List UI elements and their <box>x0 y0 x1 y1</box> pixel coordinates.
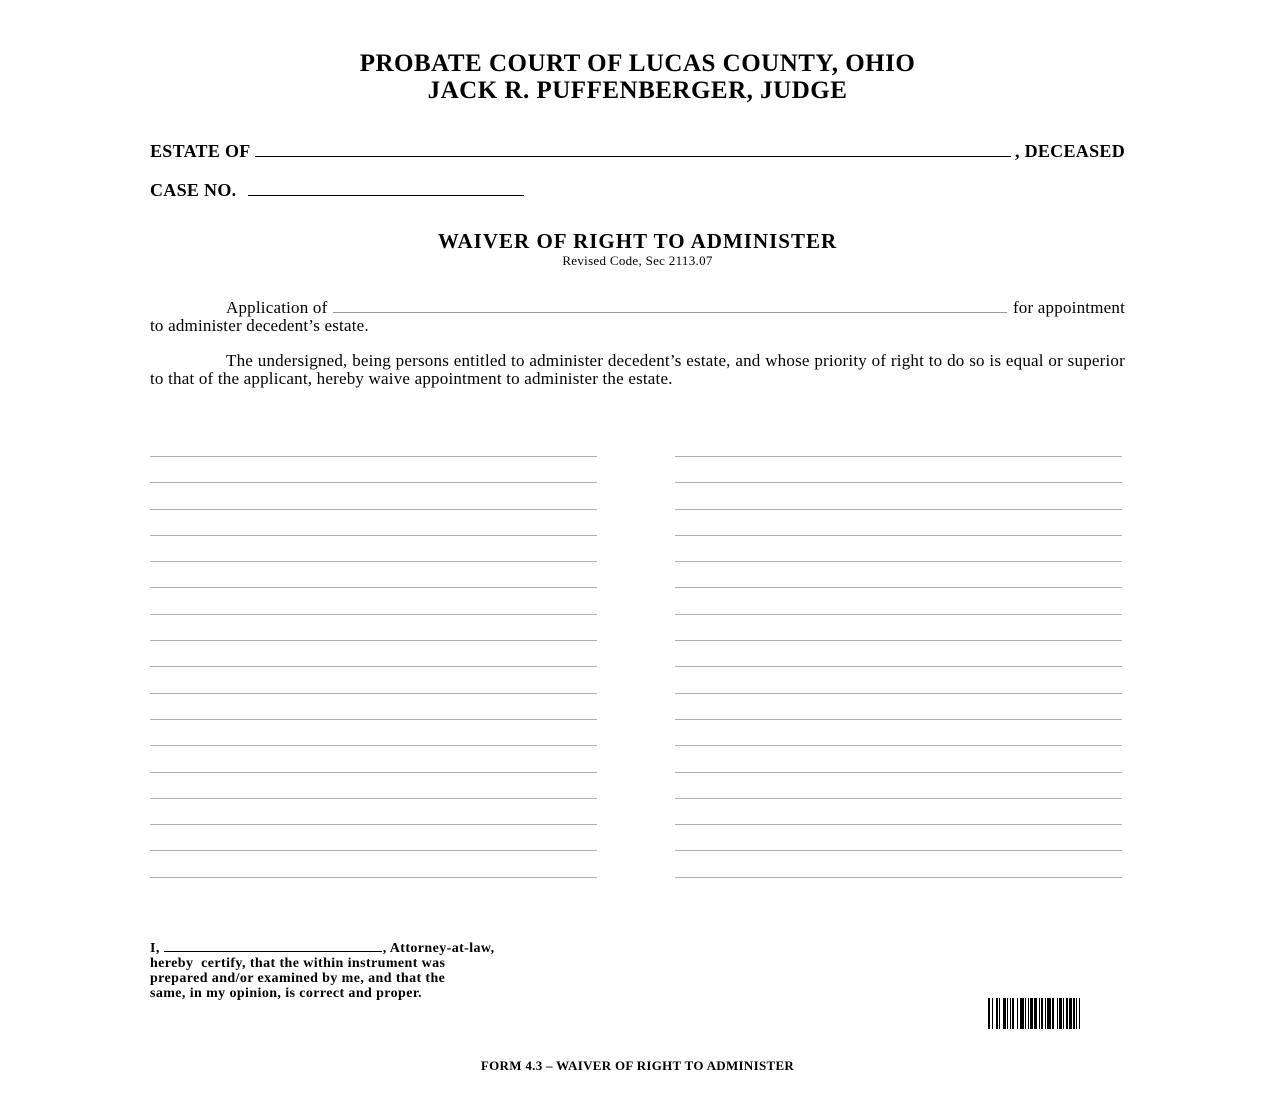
applicant-name-field[interactable] <box>333 299 1006 313</box>
barcode-bar <box>1079 998 1080 1029</box>
judge-name: JACK R. PUFFENBERGER, JUDGE <box>427 77 848 104</box>
form-subtitle: Revised Code, Sec 2113.07 <box>562 253 713 268</box>
barcode-icon <box>988 998 1126 1029</box>
signature-line[interactable] <box>150 658 597 684</box>
attorney-name-field[interactable] <box>164 940 382 952</box>
signature-column-right <box>675 448 1122 895</box>
application-continuation: to administer decedent’s estate. <box>150 316 369 335</box>
signature-line[interactable] <box>150 764 597 790</box>
signature-line[interactable] <box>675 658 1122 684</box>
signature-line[interactable] <box>675 632 1122 658</box>
signature-line[interactable] <box>150 606 597 632</box>
signature-line[interactable] <box>150 632 597 658</box>
signature-line[interactable] <box>675 737 1122 763</box>
form-title: WAIVER OF RIGHT TO ADMINISTER <box>437 229 838 253</box>
signature-line[interactable] <box>150 790 597 816</box>
signature-line[interactable] <box>150 816 597 842</box>
signature-line[interactable] <box>150 579 597 605</box>
signature-line[interactable] <box>150 711 597 737</box>
signature-line[interactable] <box>150 448 597 474</box>
signature-line[interactable] <box>675 501 1122 527</box>
court-name: PROBATE COURT OF LUCAS COUNTY, OHIO <box>359 50 916 77</box>
attorney-cert-line-1 <box>150 940 530 956</box>
estate-caption-row <box>150 140 1125 162</box>
signature-line[interactable] <box>675 448 1122 474</box>
form-footer: FORM 4.3 – WAIVER OF RIGHT TO ADMINISTER <box>480 1058 795 1073</box>
attorney-cert-line-2: hereby certify, that the within instrument was <box>150 956 446 971</box>
signature-line[interactable] <box>150 501 597 527</box>
signature-line[interactable] <box>675 790 1122 816</box>
waiver-paragraph: The undersigned, being persons entitled to administer decedent’s estate, and whose priority of right to do so is equal or superior to that of the applicant, hereby waive appointment to administer the estate. <box>150 351 1125 388</box>
application-line <box>150 299 1125 317</box>
signature-line[interactable] <box>150 842 597 868</box>
signature-line[interactable] <box>675 711 1122 737</box>
signature-line[interactable] <box>675 869 1122 895</box>
signature-line[interactable] <box>675 816 1122 842</box>
signature-line[interactable] <box>675 606 1122 632</box>
application-prefix: Application of <box>226 298 328 317</box>
application-paragraph <box>150 299 1125 335</box>
signature-line[interactable] <box>675 685 1122 711</box>
signature-line[interactable] <box>675 474 1122 500</box>
deceased-label: , DECEASED <box>1014 141 1125 161</box>
attorney-suffix: , Attorney-at-law, <box>382 941 495 956</box>
case-number-row <box>150 179 524 201</box>
signature-line[interactable] <box>150 869 597 895</box>
signature-line[interactable] <box>675 527 1122 553</box>
attorney-certification <box>150 940 530 1001</box>
signature-line[interactable] <box>150 474 597 500</box>
signature-line[interactable] <box>150 685 597 711</box>
attorney-cert-line-4: same, in my opinion, is correct and proper. <box>150 986 423 1001</box>
attorney-prefix: I, <box>150 941 160 956</box>
signature-line[interactable] <box>675 842 1122 868</box>
signature-column-left <box>150 448 597 895</box>
estate-name-field[interactable] <box>255 140 1011 157</box>
estate-of-label: ESTATE OF <box>150 141 251 161</box>
case-no-label: CASE NO. <box>150 180 237 200</box>
signature-line[interactable] <box>150 553 597 579</box>
signature-line[interactable] <box>675 764 1122 790</box>
application-suffix: for appointment <box>1012 298 1125 317</box>
signature-line[interactable] <box>675 553 1122 579</box>
signature-line[interactable] <box>150 527 597 553</box>
signature-line[interactable] <box>150 737 597 763</box>
signature-line[interactable] <box>675 579 1122 605</box>
case-number-field[interactable] <box>248 179 524 196</box>
attorney-cert-line-3: prepared and/or examined by me, and that the <box>150 971 446 986</box>
